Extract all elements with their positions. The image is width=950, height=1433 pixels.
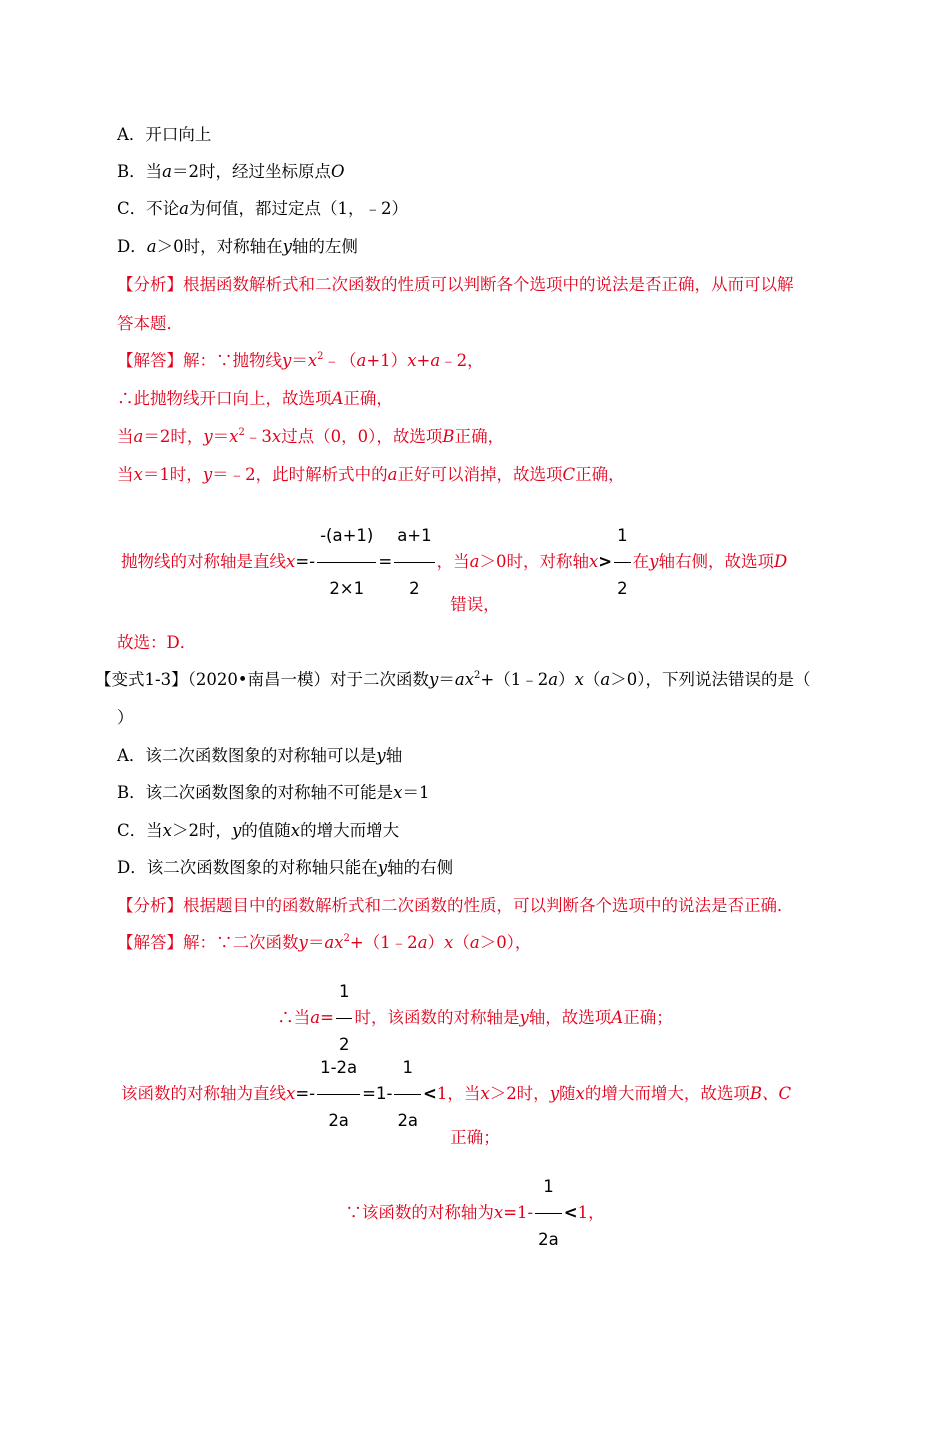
q2-option-c: C．当x＞2时，y的值随x的增大而增大 bbox=[117, 821, 400, 840]
q1-solution-line1: 【解答】解：∵抛物线$y=x^2﹣(a+1)x+a﹣2$， bbox=[117, 351, 484, 370]
q2-option-a: A．该二次函数图象的对称轴可以是y轴 bbox=[117, 746, 403, 765]
q1-axis-formula: 抛物线的对称轴是直线x=- $\frac{-(a+1)}{2\times 1}$ = $\frac{a+1}{2}$ ，当a＞0时，对称轴x> $\frac{1}{2}$ 在y轴右侧，故选项D bbox=[121, 512, 787, 613]
q1-answer: 故选：D． bbox=[117, 633, 197, 652]
q1-option-c: C．不论a为何值，都过定点（1，﹣2） bbox=[117, 199, 408, 218]
q1-solution-line3: 当a＝2时，$y=x^2﹣3x$过点（0，0），故选项B正确， bbox=[117, 427, 505, 446]
q1-option-d: D．a＞0时，对称轴在y轴的左侧 bbox=[117, 237, 358, 256]
q2-option-d: D．该二次函数图象的对称轴只能在y轴的右侧 bbox=[117, 858, 454, 877]
q1-solution-line4: 当x＝1时，y＝﹣2，此时解析式中的a正好可以消掉，故选项C正确， bbox=[117, 465, 625, 484]
q2-option-b: B．该二次函数图象的对称轴不可能是x＝1 bbox=[117, 783, 430, 802]
fraction-one-half: $\frac{1}{2}$ bbox=[614, 512, 631, 613]
q1-axis-formula-tail: 错误， bbox=[450, 595, 500, 614]
q2-solution-line3: 该函数的对称轴为直线x=- $\frac{1-2a}{2a}$ =1- $\frac{1}{2a}$ <1，当x＞2时，y随x的增大而增大，故选项B、C bbox=[121, 1044, 791, 1145]
q1-analysis-cont: 答本题． bbox=[117, 314, 183, 333]
q1-option-b: B．当a＝2时，经过坐标原点O bbox=[117, 162, 345, 181]
q2-analysis: 【分析】根据题目中的函数解析式和二次函数的性质，可以判断各个选项中的说法是否正确． bbox=[117, 896, 794, 915]
fraction-neg-a-plus-1-over-2x1: $\frac{-(a+1)}{2\times 1}$ bbox=[317, 512, 376, 613]
q2-solution-line4: ∵该函数的对称轴为x=1- $\frac{1}{2a}$ <1， bbox=[0, 1163, 950, 1264]
q1-option-a: A．开口向上 bbox=[117, 125, 212, 144]
fraction-1-minus-2a-over-2a: $\frac{1-2a}{2a}$ bbox=[317, 1044, 360, 1145]
q2-question: 【变式1-3】（2020•南昌一模）对于二次函数$y=ax^2+(1﹣2a)x(a>0)$，下列说法错误的是（ bbox=[95, 670, 811, 689]
q2-solution-line2: ∴当a= $\frac{1}{2}$ 时，该函数的对称轴是y轴，故选项A正确； bbox=[0, 968, 950, 1069]
q2-question-tail: ） bbox=[117, 708, 134, 727]
q2-solution-line1: 【解答】解：∵二次函数$y=ax^2+(1﹣2a)x(a>0)$， bbox=[117, 933, 532, 952]
fraction-a-plus-1-over-2: $\frac{a+1}{2}$ bbox=[394, 512, 434, 613]
fraction-1-over-2a: $\frac{1}{2a}$ bbox=[394, 1044, 421, 1145]
fraction-1-over-2a-b: $\frac{1}{2a}$ bbox=[535, 1163, 562, 1264]
q2-solution-line3-tail: 正确； bbox=[450, 1128, 500, 1147]
q1-analysis: 【分析】根据函数解析式和二次函数的性质可以判断各个选项中的说法是否正确，从而可以解 bbox=[117, 275, 794, 294]
fraction-one-half-a: $\frac{1}{2}$ bbox=[336, 968, 353, 1069]
q1-solution-line2: ∴此抛物线开口向上，故选项A正确， bbox=[117, 389, 393, 408]
